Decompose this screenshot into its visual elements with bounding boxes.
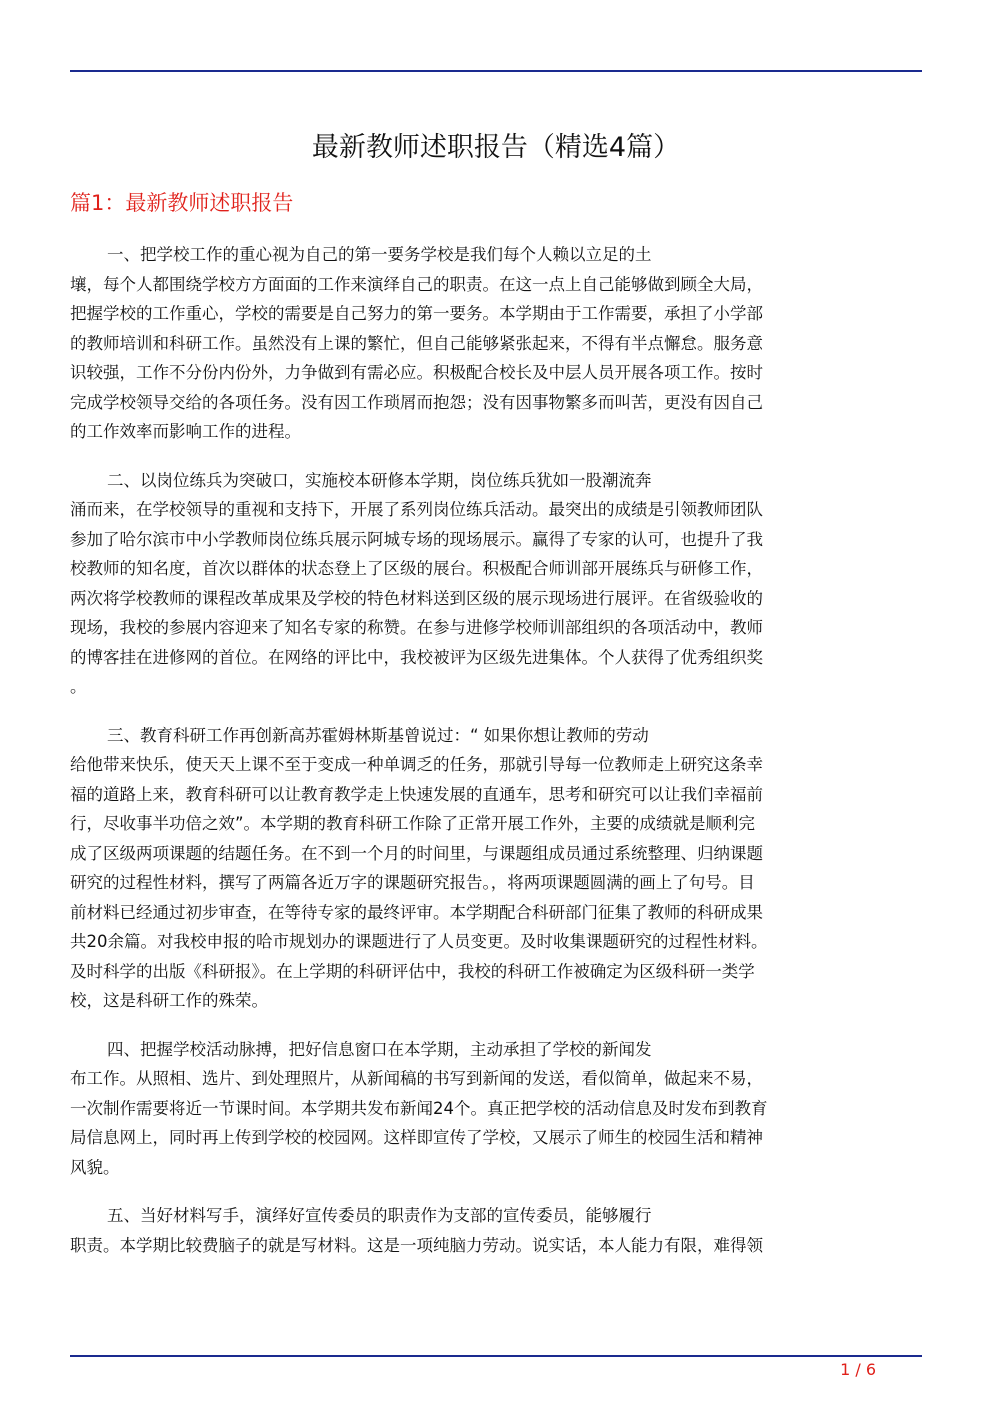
- paragraph-line: 布工作。从照相、选片、到处理照片，从新闻稿的书写到新闻的发送，看似简单，做起来不易，: [70, 1069, 763, 1088]
- paragraph-line: 校，这是科研工作的殊荣。: [70, 991, 268, 1010]
- paragraph-line: 把握学校的工作重心，学校的需要是自己努力的第一要务。本学期由于工作需要，承担了小学部: [70, 304, 763, 323]
- document-title: 最新教师述职报告（精选4篇）: [311, 132, 681, 163]
- paragraph-line: 参加了哈尔滨市中小学教师岗位练兵展示阿城专场的现场展示。赢得了专家的认可，也提升了我: [70, 529, 763, 549]
- paragraph-line: 的教师培训和科研工作。虽然没有上课的繁忙，但自己能够紧张起来，不得有半点懈怠。服务意: [70, 333, 763, 353]
- section-heading: 篇1：最新教师述职报告: [70, 191, 294, 215]
- footer-rule: [70, 1355, 922, 1357]
- paragraph-line: 校教师的知名度，首次以群体的状态登上了区级的展台。积极配合师训部开展练兵与研修工作，: [70, 559, 763, 578]
- paragraph-line: 共20余篇。对我校申报的哈市规划办的课题进行了人员变更。及时收集课题研究的过程性材料。: [70, 932, 768, 951]
- page-number: 1 / 6: [840, 1360, 876, 1379]
- paragraph-line: 二、以岗位练兵为突破口，实施校本研修本学期，岗位练兵犹如一股潮流奔: [107, 470, 652, 490]
- paragraph-line: 的博客挂在进修网的首位。在网络的评比中，我校被评为区级先进集体。个人获得了优秀组织奖: [70, 647, 763, 667]
- paragraph-line: 风貌。: [70, 1157, 120, 1177]
- paragraph-line: 福的道路上来，教育科研可以让教育教学走上快速发展的直通车，思考和研究可以让我们幸福前: [70, 784, 763, 804]
- paragraph-line: 四、把握学校活动脉搏，把好信息窗口在本学期，主动承担了学校的新闻发: [107, 1039, 652, 1059]
- paragraph-line: 一、把学校工作的重心视为自己的第一要务学校是我们每个人赖以立足的土: [107, 245, 652, 264]
- paragraph-line: 研究的过程性材料，撰写了两篇各近万字的课题研究报告。，将两项课题圆满的画上了句号。目: [70, 873, 755, 892]
- paragraph-line: 现场，我校的参展内容迎来了知名专家的称赞。在参与进修学校师训部组织的各项活动中，教师: [70, 618, 763, 637]
- paragraph-line: 局信息网上，同时再上传到学校的校园网。这样即宣传了学校，又展示了师生的校园生活和精神: [70, 1128, 763, 1147]
- paragraph-line: 给他带来快乐，使天天上课不至于变成一种单调乏的任务，那就引导每一位教师走上研究这条幸: [70, 755, 763, 774]
- paragraph-3: [70, 721, 920, 1016]
- paragraph-line: 完成学校领导交给的各项任务。没有因工作琐屑而抱怨；没有因事物繁多而叫苦，更没有因自己: [70, 392, 763, 412]
- paragraph-2: [70, 466, 920, 702]
- paragraph-line: 前材料已经通过初步审查，在等待专家的最终评审。本学期配合科研部门征集了教师的科研成果: [70, 902, 763, 922]
- paragraph-line: 三、教育科研工作再创新高苏霍姆林斯基曾说过：“ 如果你想让教师的劳动: [107, 725, 649, 745]
- paragraph-line: 壤，每个人都围绕学校方方面面的工作来演绎自己的职责。在这一点上自己能够做到顾全大局，: [70, 274, 763, 294]
- paragraph-4: [70, 1035, 920, 1183]
- header-rule: [70, 70, 922, 72]
- paragraph-line: 行，尽收事半功倍之效”。本学期的教育科研工作除了正常开展工作外，主要的成绩就是顺利完: [70, 814, 756, 833]
- paragraph-line: 识较强，工作不分份内份外，力争做到有需必应。积极配合校长及中层人员开展各项工作。按时: [70, 363, 763, 382]
- paragraph-line: 及时科学的出版《科研报》。在上学期的科研评估中，我校的科研工作被确定为区级科研一类学: [70, 961, 755, 981]
- paragraph-line: 成了区级两项课题的结题任务。在不到一个月的时间里，与课题组成员通过系统整理、归纳课题: [70, 843, 763, 863]
- paragraph-line: 五、当好材料写手，演绎好宣传委员的职责作为支部的宣传委员，能够履行: [107, 1206, 652, 1225]
- document-body: [70, 240, 920, 1279]
- paragraph-line: 涌而来，在学校领导的重视和支持下，开展了系列岗位练兵活动。最突出的成绩是引领教师团队: [70, 500, 763, 519]
- paragraph-line: 的工作效率而影响工作的进程。: [70, 422, 301, 441]
- paragraph-line: 。: [70, 677, 87, 696]
- paragraph-1: [70, 240, 920, 447]
- paragraph-line: 一次制作需要将近一节课时间。本学期共发布新闻24个。真正把学校的活动信息及时发布到教育: [70, 1098, 768, 1118]
- paragraph-line: 两次将学校教师的课程改革成果及学校的特色材料送到区级的展示现场进行展评。在省级验收的: [70, 588, 763, 608]
- paragraph-5: [70, 1201, 920, 1260]
- paragraph-line: 职责。本学期比较费脑子的就是写材料。这是一项纯脑力劳动。说实话，本人能力有限，难得领: [70, 1235, 763, 1255]
